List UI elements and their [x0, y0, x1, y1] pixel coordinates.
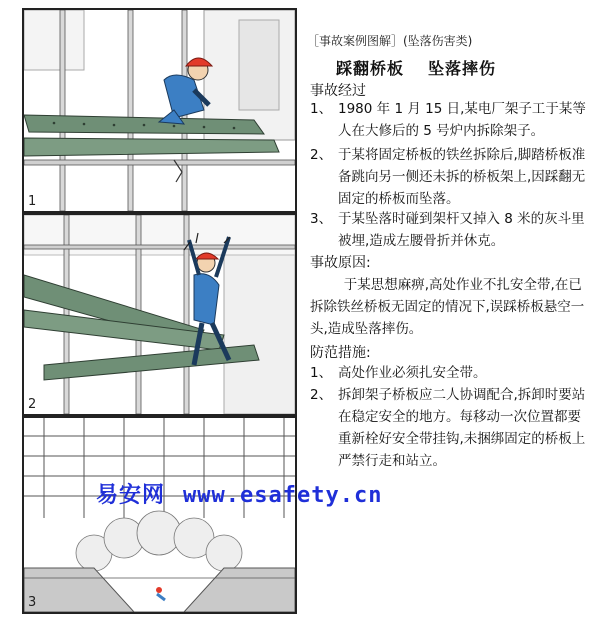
item-number: 2、 — [310, 387, 333, 403]
title-part-1: 踩翻桥板 — [336, 59, 405, 78]
panel-number: 1 — [28, 194, 37, 209]
panel-2-illustration — [24, 215, 295, 414]
series-label: ［事故案例图解］(坠落伤害类) — [307, 34, 473, 48]
panel-number: 2 — [28, 397, 37, 412]
panel-3-illustration — [24, 418, 295, 612]
item-number: 1、 — [310, 101, 333, 117]
prevent-item-1 — [310, 362, 590, 384]
item-text: 拆卸架子桥板应二人协调配合,拆卸时要站在稳定安全的地方。每移动一次位置都要重新栓好安全带挂钩,未捆绑固定的桥板上严禁行走和站立。 — [338, 387, 586, 469]
comic-panel-3 — [22, 416, 297, 614]
panel-number: 3 — [28, 595, 37, 610]
prevent-item-2 — [310, 384, 590, 472]
course-item-3 — [310, 208, 590, 252]
course-heading: 事故经过 — [310, 83, 366, 99]
comic-panel-2 — [22, 213, 297, 416]
comic-panel-1 — [22, 8, 297, 213]
buried-worker — [156, 587, 165, 600]
item-text: 于某将固定桥板的铁丝拆除后,脚踏桥板准备跳向另一侧还未拆的桥板架上,因踩翻无固定的桥板而坠落。 — [338, 147, 586, 207]
item-text: 1980 年 1 月 15 日,某电厂架子工于某等人在大修后的 5 号炉内拆除架子。 — [338, 101, 586, 139]
course-item-1 — [310, 98, 590, 142]
watermark-brand: 易安网 — [96, 483, 166, 508]
item-number: 3、 — [310, 211, 333, 227]
cause-heading: 事故原因: — [310, 255, 371, 271]
course-item-2 — [310, 144, 590, 210]
item-text: 高处作业必须扎安全带。 — [338, 365, 487, 381]
item-text: 于某坠落时碰到架杆又掉入 8 米的灰斗里被埋,造成左腰骨折并休克。 — [338, 211, 585, 249]
item-number: 2、 — [310, 147, 333, 163]
page-title — [336, 56, 496, 79]
watermark — [96, 478, 382, 509]
cause-text: 于某思想麻痹,高处作业不扎安全带,在已拆除铁丝桥板无固定的情况下,误踩桥板悬空一头,造成坠落摔伤。 — [310, 277, 585, 337]
item-number: 1、 — [310, 365, 333, 381]
panel-1-illustration — [24, 10, 295, 211]
title-part-2: 坠落摔伤 — [428, 59, 497, 78]
watermark-url: www.esafety.cn — [183, 483, 383, 508]
prevent-heading: 防范措施: — [310, 345, 371, 361]
